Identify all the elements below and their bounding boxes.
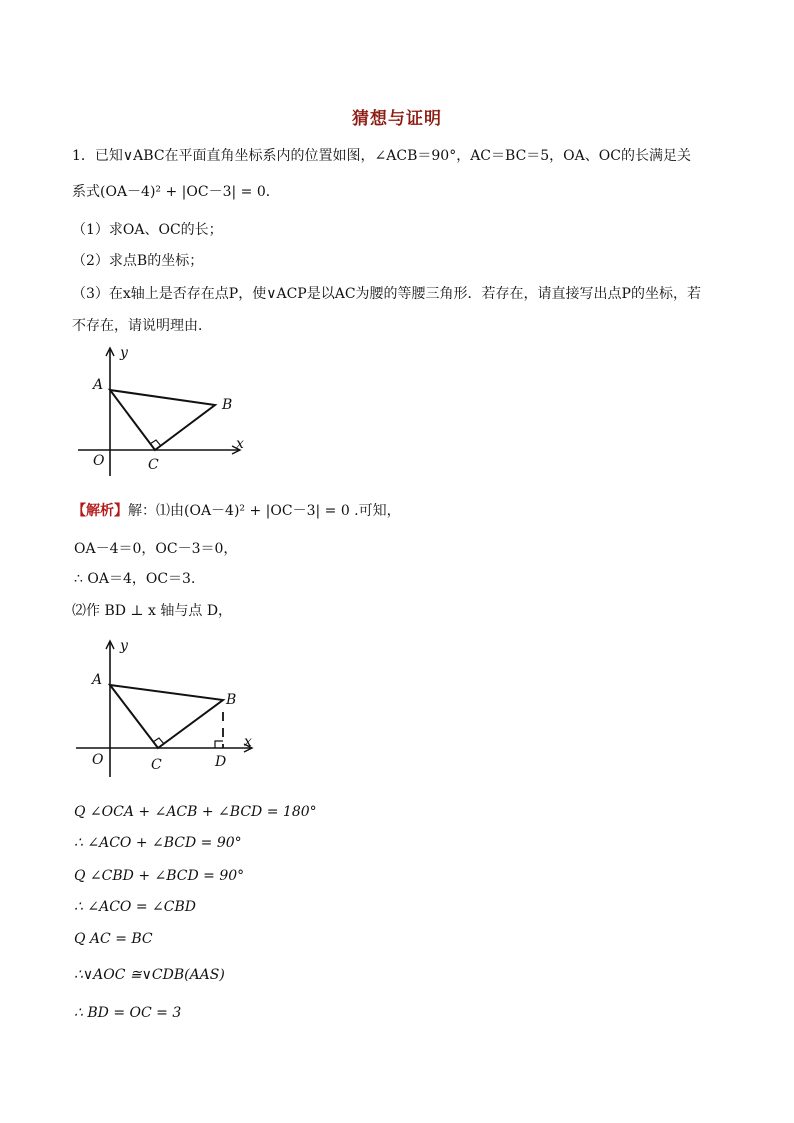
proof-line-4: ∴ ∠ACO = ∠CBD bbox=[74, 899, 196, 915]
label-o: O bbox=[92, 752, 104, 768]
right-angle-mark-d bbox=[215, 741, 223, 748]
label-a: A bbox=[93, 377, 104, 393]
label-y: y bbox=[120, 345, 128, 361]
question-3-line2: 不存在，请说明理由． bbox=[72, 318, 212, 334]
question-3-line1: （3）在x轴上是否存在点P，使∨ACP是以AC为腰的等腰三角形．若存在，请直接写出点P的坐标，若 bbox=[72, 286, 701, 302]
proof-line-3: Q ∠CBD + ∠BCD = 90° bbox=[74, 868, 245, 884]
problem-statement: 已知∨ABC在平面直角坐标系内的位置如图，∠ACB＝90°，AC＝BC＝5，OA、OC的长满足关 bbox=[94, 148, 691, 164]
solution-step-1: OA－4＝0，OC－3＝0， bbox=[74, 541, 238, 557]
problem-text-line2: 系式(OA－4)² + |OC－3| = 0． bbox=[72, 184, 280, 200]
proof-line-5: Q AC = BC bbox=[74, 931, 153, 947]
label-c: C bbox=[148, 457, 159, 473]
proof-line-7: ∴ BD = OC = 3 bbox=[74, 1005, 182, 1021]
problem-number: 1． bbox=[72, 148, 95, 164]
label-y: y bbox=[120, 638, 128, 654]
label-x: x bbox=[236, 436, 244, 452]
triangle-abc bbox=[110, 685, 223, 748]
figure-1-diagram bbox=[70, 340, 260, 480]
label-c: C bbox=[151, 757, 162, 773]
solution-intro bbox=[72, 502, 401, 520]
label-a: A bbox=[92, 672, 103, 688]
triangle-abc bbox=[110, 390, 215, 450]
page-title: 猜想与证明 bbox=[352, 109, 442, 129]
proof-line-1: Q ∠OCA + ∠ACB + ∠BCD = 180° bbox=[74, 804, 317, 820]
label-o: O bbox=[93, 453, 105, 469]
solution-step-3: ⑵作 BD ⊥ x 轴与点 D， bbox=[72, 603, 233, 619]
question-2: （2）求点B的坐标； bbox=[72, 253, 204, 269]
label-b: B bbox=[226, 692, 237, 708]
solution-step-2: ∴ OA＝4，OC＝3． bbox=[74, 571, 205, 587]
question-1: （1）求OA、OC的长； bbox=[72, 222, 223, 238]
figure-2-diagram bbox=[72, 632, 272, 777]
label-x: x bbox=[244, 734, 252, 750]
proof-line-6: ∴∨AOC ≅∨CDB(AAS) bbox=[74, 967, 225, 983]
problem-text-line1 bbox=[72, 147, 691, 165]
solution-step-intro: 解：⑴由(OA－4)² + |OC－3| = 0 .可知， bbox=[128, 503, 401, 519]
proof-line-2: ∴ ∠ACO + ∠BCD = 90° bbox=[74, 835, 242, 851]
analysis-tag: 【解析】 bbox=[72, 503, 128, 519]
label-b: B bbox=[222, 397, 233, 413]
label-d: D bbox=[215, 754, 227, 770]
